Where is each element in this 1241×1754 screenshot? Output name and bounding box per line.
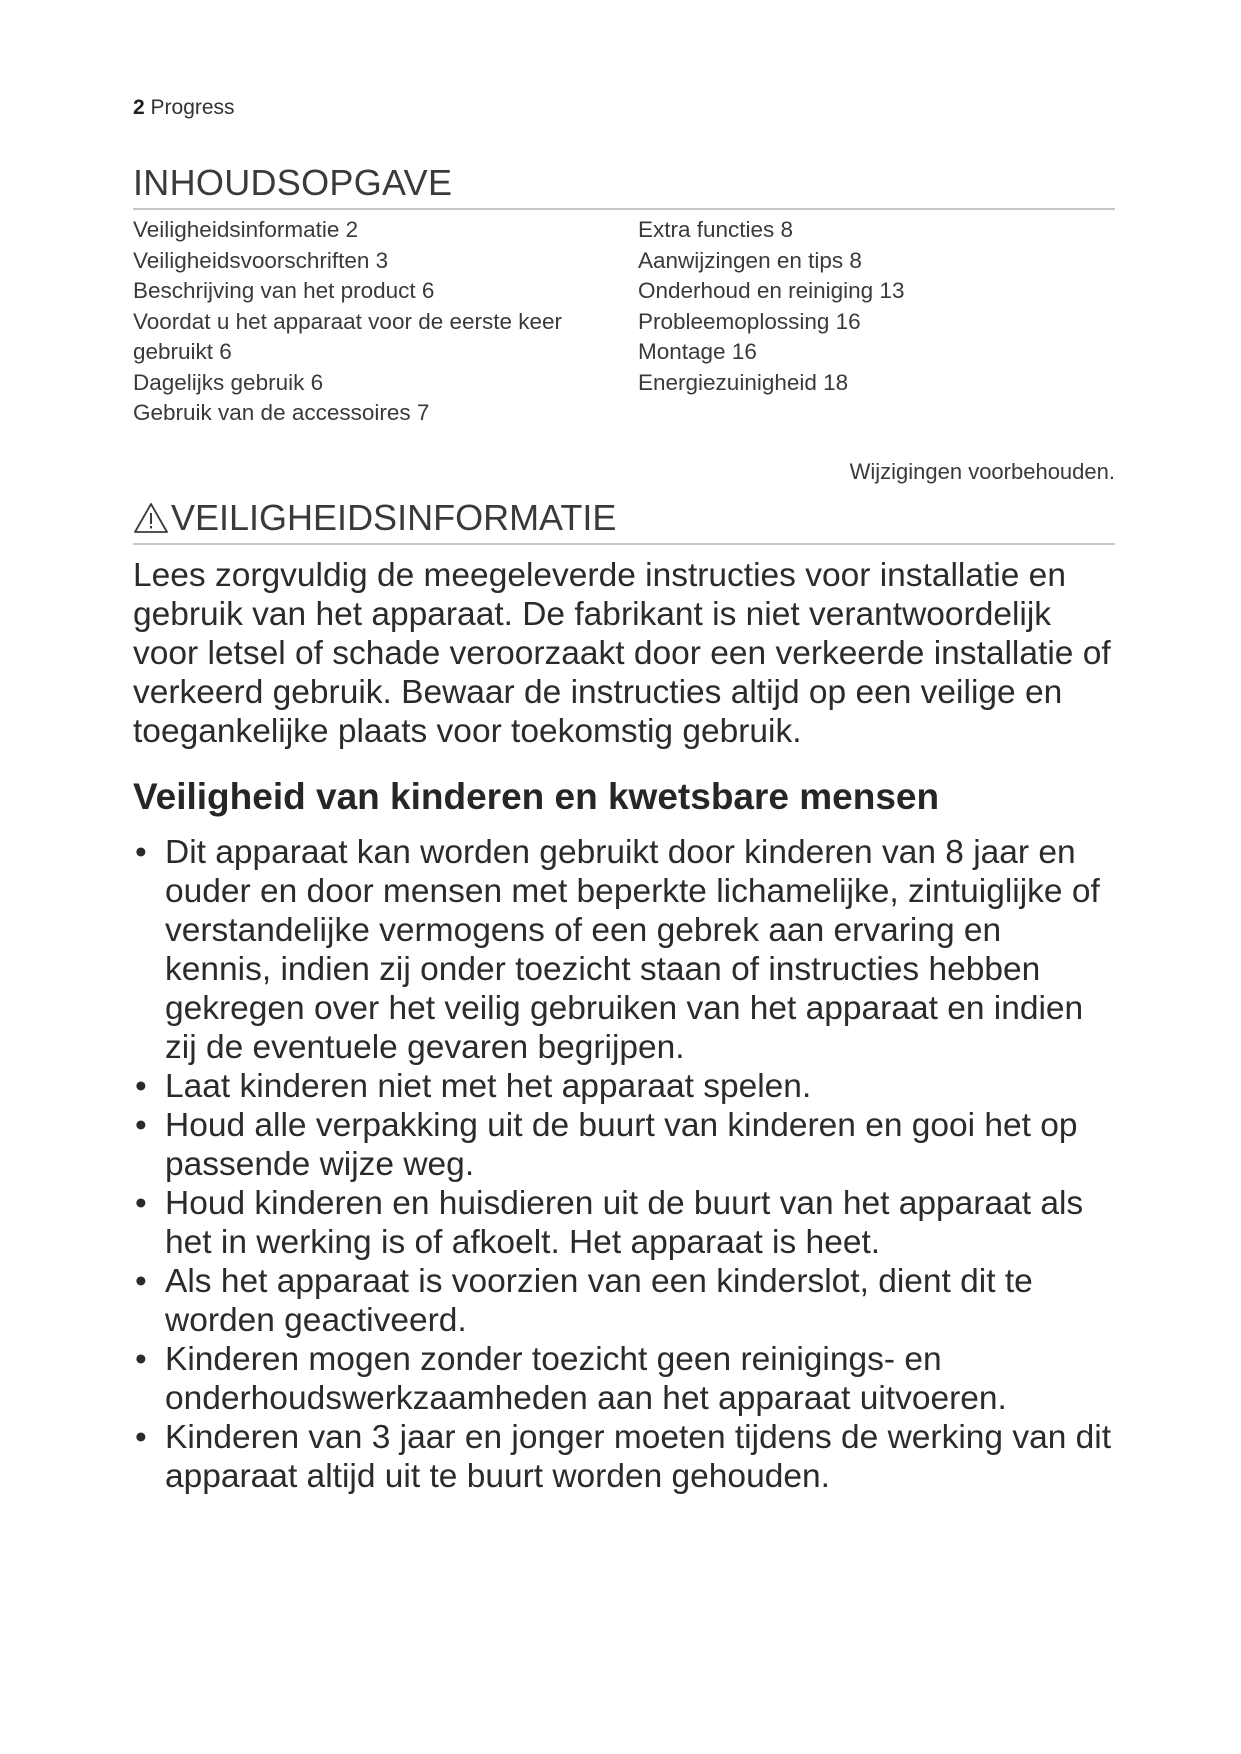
children-safety-heading: Veiligheid van kinderen en kwetsbare mensen: [133, 776, 940, 817]
bullet-icon: •: [135, 834, 147, 871]
toc-title: INHOUDSOPGAVE: [133, 162, 453, 203]
toc-column-left: [133, 215, 613, 429]
toc-item[interactable]: Dagelijks gebruik 6: [133, 369, 324, 395]
list-item: [133, 1340, 1115, 1418]
toc-item[interactable]: Energiezuinigheid 18: [638, 369, 849, 395]
toc-item[interactable]: Onderhoud en reiniging 13: [638, 278, 905, 303]
bullet-icon: •: [135, 1341, 147, 1378]
safety-title-text: VEILIGHEIDSINFORMATIE: [171, 497, 617, 538]
safety-section-title: [133, 497, 616, 539]
toc-column-right: [638, 215, 1108, 398]
toc-item[interactable]: Aanwijzingen en tips 8: [638, 247, 862, 273]
toc-item[interactable]: Gebruik van de accessoires 7: [133, 400, 430, 425]
toc-item[interactable]: Veiligheidsvoorschriften 3: [133, 247, 389, 273]
warning-triangle-icon: [133, 501, 169, 535]
bullet-icon: •: [135, 1185, 147, 1222]
list-item-text: Dit apparaat kan worden gebruikt door kinderen van 8 jaar en ouder en door mensen met beperkte lichamelijke, zintuiglijke of verstandelijke vermogens of een gebrek aan ervaring en kennis, indien zij onder toezicht staan of instructies hebben gekregen over het veilig gebruiken van het apparaat en indien zij de eventuele gevaren begrijpen.: [165, 834, 1100, 1066]
bullet-icon: •: [135, 1263, 147, 1300]
list-item-text: Houd kinderen en huisdieren uit de buurt van het apparaat als het in werking is of afkoelt. Het apparaat is heet.: [165, 1185, 1084, 1261]
bullet-icon: •: [135, 1068, 147, 1105]
list-item: [133, 1418, 1115, 1496]
changes-reserved-note: Wijzigingen voorbehouden.: [849, 459, 1115, 484]
bullet-icon: •: [135, 1107, 147, 1144]
page-number: 2: [133, 96, 145, 119]
list-item-text: Kinderen mogen zonder toezicht geen reinigings- en onderhoudswerkzaamheden aan het apparaat uitvoeren.: [165, 1341, 1007, 1417]
page-header: [133, 96, 235, 120]
list-item: [133, 833, 1115, 1067]
toc-item[interactable]: Veiligheidsinformatie 2: [133, 217, 359, 242]
children-safety-list: [133, 833, 1115, 1496]
safety-intro-paragraph: Lees zorgvuldig de meegeleverde instructies voor installatie en gebruik van het apparaat. De fabrikant is niet verantwoordelijk voor letsel of schade veroorzaakt door een verkeerde installatie of verkeerd gebruik. Bewaar de instructies altijd op een veilige en toegankelijke plaats voor toekomstig gebruik.: [133, 557, 1111, 750]
list-item-text: Kinderen van 3 jaar en jonger moeten tijdens de werking van dit apparaat altijd uit te buurt worden gehouden.: [165, 1419, 1112, 1495]
list-item-text: Als het apparaat is voorzien van een kinderslot, dient dit te worden geactiveerd.: [165, 1263, 1033, 1339]
brand-name: Progress: [150, 96, 235, 119]
toc-item[interactable]: Beschrijving van het product 6: [133, 278, 435, 303]
toc-item[interactable]: Voordat u het apparaat voor de eerste keer gebruikt 6: [133, 308, 563, 364]
list-item: [133, 1067, 1115, 1106]
list-item: [133, 1262, 1115, 1340]
list-item-text: Houd alle verpakking uit de buurt van kinderen en gooi het op passende wijze weg.: [165, 1107, 1078, 1183]
safety-divider: [133, 543, 1115, 545]
toc-item[interactable]: Extra functies 8: [638, 217, 794, 242]
toc-divider: [133, 208, 1115, 210]
list-item: [133, 1106, 1115, 1184]
toc-item[interactable]: Montage 16: [638, 339, 757, 364]
toc-item[interactable]: Probleemoplossing 16: [638, 308, 861, 334]
list-item: [133, 1184, 1115, 1262]
list-item-text: Laat kinderen niet met het apparaat spelen.: [165, 1068, 812, 1105]
bullet-icon: •: [135, 1419, 147, 1456]
